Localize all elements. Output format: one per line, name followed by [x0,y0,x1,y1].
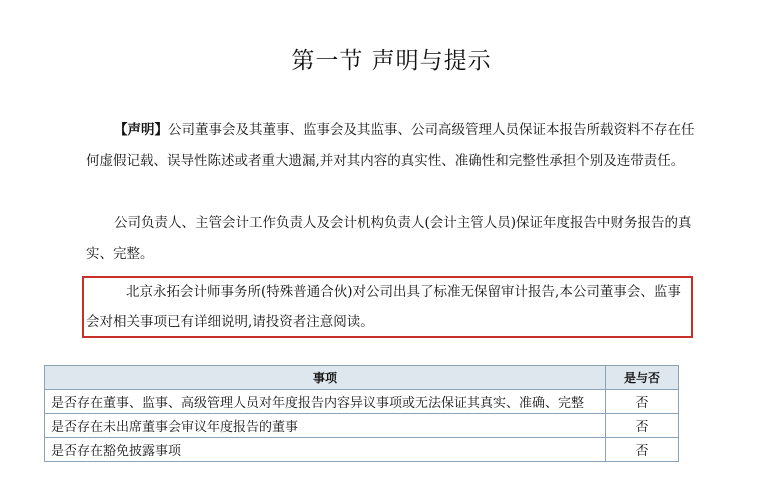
row-answer: 否 [606,414,679,438]
audit-notice-text: 北京永拓会计师事务所(特殊普通合伙)对公司出具了标准无保留审计报告,本公司董事会、监事会对相关事项已有详细说明,请投资者注意阅读。 [86,284,681,330]
row-answer: 否 [606,438,679,462]
table-row [45,390,679,414]
row-item: 是否存在豁免披露事项 [45,438,606,462]
table-row [45,438,679,462]
declaration-paragraph [86,115,696,177]
row-answer: 否 [606,390,679,414]
header-answer: 是与否 [606,366,679,390]
audit-notice-paragraph [86,277,692,337]
declaration-text: 公司董事会及其董事、监事会及其监事、公司高级管理人员保证本报告所载资料不存在任何虚假记载、误导性陈述或者重大遗漏,并对其内容的真实性、准确性和完整性承担个别及连带责任。 [86,122,695,169]
table-header-row [45,366,679,390]
header-item: 事项 [45,366,606,390]
row-item: 是否存在未出席董事会审议年度报告的董事 [45,414,606,438]
responsibility-text: 公司负责人、主管会计工作负责人及会计机构负责人(会计主管人员)保证年度报告中财务报告的真实、完整。 [86,215,692,262]
table-row [45,414,679,438]
section-title: 第一节 声明与提示 [291,48,492,74]
declaration-label: 【声明】 [114,122,168,138]
disclosure-table [44,365,679,462]
responsibility-paragraph [86,208,696,270]
row-item: 是否存在董事、监事、高级管理人员对年度报告内容异议事项或无法保证其真实、准确、完整 [45,390,606,414]
